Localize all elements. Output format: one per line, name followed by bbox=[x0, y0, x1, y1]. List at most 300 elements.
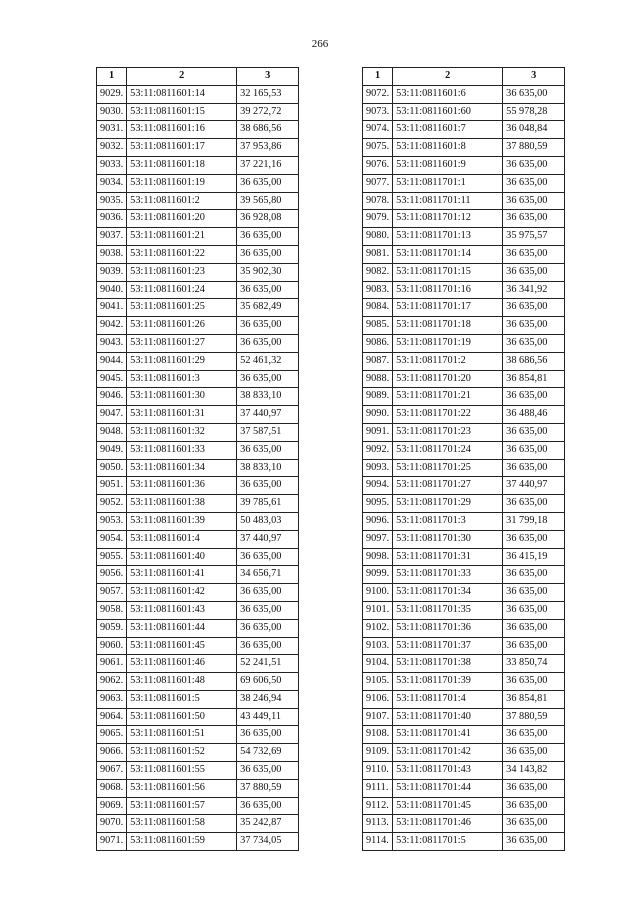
value-cell: 37 440,97 bbox=[237, 406, 299, 424]
cadastral-number-cell: 53:11:0811701:15 bbox=[393, 263, 503, 281]
value-cell: 33 850,74 bbox=[503, 655, 565, 673]
cadastral-number-cell: 53:11:0811701:46 bbox=[393, 815, 503, 833]
row-number-cell: 9087. bbox=[363, 352, 393, 370]
row-number-cell: 9059. bbox=[97, 619, 127, 637]
table-row bbox=[363, 281, 565, 299]
value-cell: 36 635,00 bbox=[503, 815, 565, 833]
value-cell: 36 635,00 bbox=[237, 334, 299, 352]
row-number-cell: 9065. bbox=[97, 726, 127, 744]
cadastral-number-cell: 53:11:0811701:31 bbox=[393, 548, 503, 566]
row-number-cell: 9095. bbox=[363, 495, 393, 513]
cadastral-number-cell: 53:11:0811701:20 bbox=[393, 370, 503, 388]
value-cell: 36 635,00 bbox=[503, 192, 565, 210]
row-number-cell: 9036. bbox=[97, 210, 127, 228]
value-cell: 36 635,00 bbox=[503, 673, 565, 691]
value-cell: 36 635,00 bbox=[237, 477, 299, 495]
cadastral-number-cell: 53:11:0811601:36 bbox=[127, 477, 237, 495]
row-number-cell: 9064. bbox=[97, 708, 127, 726]
row-number-cell: 9035. bbox=[97, 192, 127, 210]
table-row bbox=[363, 139, 565, 157]
table-row bbox=[97, 601, 299, 619]
table-row bbox=[97, 174, 299, 192]
value-cell: 39 272,72 bbox=[237, 103, 299, 121]
value-cell: 38 833,10 bbox=[237, 388, 299, 406]
cadastral-number-cell: 53:11:0811601:32 bbox=[127, 423, 237, 441]
value-cell: 31 799,18 bbox=[503, 512, 565, 530]
row-number-cell: 9063. bbox=[97, 690, 127, 708]
value-cell: 36 635,00 bbox=[503, 388, 565, 406]
cadastral-number-cell: 53:11:0811601:33 bbox=[127, 441, 237, 459]
cadastral-number-cell: 53:11:0811701:33 bbox=[393, 566, 503, 584]
cadastral-number-cell: 53:11:0811601:7 bbox=[393, 121, 503, 139]
row-number-cell: 9052. bbox=[97, 495, 127, 513]
cadastral-number-cell: 53:11:0811701:14 bbox=[393, 245, 503, 263]
value-cell: 36 635,00 bbox=[237, 637, 299, 655]
row-number-cell: 9081. bbox=[363, 245, 393, 263]
table-row bbox=[363, 388, 565, 406]
row-number-cell: 9069. bbox=[97, 797, 127, 815]
table-row bbox=[97, 281, 299, 299]
table-row bbox=[97, 779, 299, 797]
cadastral-number-cell: 53:11:0811601:18 bbox=[127, 156, 237, 174]
column-header-2: 2 bbox=[127, 68, 237, 86]
table-row bbox=[363, 192, 565, 210]
table-row bbox=[97, 833, 299, 851]
row-number-cell: 9050. bbox=[97, 459, 127, 477]
cadastral-number-cell: 53:11:0811601:41 bbox=[127, 566, 237, 584]
value-cell: 38 833,10 bbox=[237, 459, 299, 477]
value-cell: 36 635,00 bbox=[503, 584, 565, 602]
table-header-row bbox=[363, 68, 565, 86]
row-number-cell: 9092. bbox=[363, 441, 393, 459]
value-cell: 37 953,86 bbox=[237, 139, 299, 157]
table-row bbox=[97, 370, 299, 388]
row-number-cell: 9079. bbox=[363, 210, 393, 228]
cadastral-number-cell: 53:11:0811601:38 bbox=[127, 495, 237, 513]
row-number-cell: 9101. bbox=[363, 601, 393, 619]
table-row bbox=[97, 317, 299, 335]
table-row bbox=[363, 548, 565, 566]
row-number-cell: 9055. bbox=[97, 548, 127, 566]
cadastral-number-cell: 53:11:0811701:45 bbox=[393, 797, 503, 815]
table-row bbox=[97, 121, 299, 139]
row-number-cell: 9029. bbox=[97, 85, 127, 103]
cadastral-number-cell: 53:11:0811601:5 bbox=[127, 690, 237, 708]
row-number-cell: 9100. bbox=[363, 584, 393, 602]
row-number-cell: 9043. bbox=[97, 334, 127, 352]
cadastral-number-cell: 53:11:0811601:16 bbox=[127, 121, 237, 139]
cadastral-number-cell: 53:11:0811601:26 bbox=[127, 317, 237, 335]
row-number-cell: 9060. bbox=[97, 637, 127, 655]
table-row bbox=[97, 406, 299, 424]
cadastral-number-cell: 53:11:0811601:43 bbox=[127, 601, 237, 619]
row-number-cell: 9037. bbox=[97, 228, 127, 246]
row-number-cell: 9086. bbox=[363, 334, 393, 352]
row-number-cell: 9083. bbox=[363, 281, 393, 299]
value-cell: 32 165,53 bbox=[237, 85, 299, 103]
cadastral-number-cell: 53:11:0811601:8 bbox=[393, 139, 503, 157]
cadastral-number-cell: 53:11:0811601:30 bbox=[127, 388, 237, 406]
cadastral-number-cell: 53:11:0811601:2 bbox=[127, 192, 237, 210]
table-row bbox=[363, 690, 565, 708]
value-cell: 36 635,00 bbox=[237, 370, 299, 388]
cadastral-number-cell: 53:11:0811701:41 bbox=[393, 726, 503, 744]
table-row bbox=[97, 441, 299, 459]
row-number-cell: 9085. bbox=[363, 317, 393, 335]
cadastral-number-cell: 53:11:0811601:3 bbox=[127, 370, 237, 388]
value-cell: 36 635,00 bbox=[503, 174, 565, 192]
cadastral-number-cell: 53:11:0811701:19 bbox=[393, 334, 503, 352]
cadastral-number-cell: 53:11:0811701:3 bbox=[393, 512, 503, 530]
table-row bbox=[363, 103, 565, 121]
cadastral-number-cell: 53:11:0811601:50 bbox=[127, 708, 237, 726]
table-row bbox=[363, 477, 565, 495]
row-number-cell: 9041. bbox=[97, 299, 127, 317]
value-cell: 39 785,61 bbox=[237, 495, 299, 513]
value-cell: 36 635,00 bbox=[503, 441, 565, 459]
table-row bbox=[363, 708, 565, 726]
table-row bbox=[97, 156, 299, 174]
table-row bbox=[97, 459, 299, 477]
table-row bbox=[363, 334, 565, 352]
row-number-cell: 9098. bbox=[363, 548, 393, 566]
row-number-cell: 9078. bbox=[363, 192, 393, 210]
table-row bbox=[97, 139, 299, 157]
cadastral-number-cell: 53:11:0811701:40 bbox=[393, 708, 503, 726]
cadastral-number-cell: 53:11:0811701:42 bbox=[393, 744, 503, 762]
cadastral-number-cell: 53:11:0811701:34 bbox=[393, 584, 503, 602]
table-row bbox=[97, 334, 299, 352]
table-row bbox=[363, 210, 565, 228]
value-cell: 37 880,59 bbox=[503, 139, 565, 157]
row-number-cell: 9097. bbox=[363, 530, 393, 548]
table-row bbox=[363, 762, 565, 780]
row-number-cell: 9073. bbox=[363, 103, 393, 121]
row-number-cell: 9046. bbox=[97, 388, 127, 406]
value-cell: 36 635,00 bbox=[503, 423, 565, 441]
row-number-cell: 9066. bbox=[97, 744, 127, 762]
row-number-cell: 9108. bbox=[363, 726, 393, 744]
cadastral-number-cell: 53:11:0811701:38 bbox=[393, 655, 503, 673]
row-number-cell: 9053. bbox=[97, 512, 127, 530]
cadastral-number-cell: 53:11:0811601:17 bbox=[127, 139, 237, 157]
value-cell: 38 686,56 bbox=[503, 352, 565, 370]
value-cell: 37 440,97 bbox=[503, 477, 565, 495]
row-number-cell: 9042. bbox=[97, 317, 127, 335]
value-cell: 36 635,00 bbox=[237, 174, 299, 192]
table-row bbox=[97, 495, 299, 513]
row-number-cell: 9045. bbox=[97, 370, 127, 388]
row-number-cell: 9031. bbox=[97, 121, 127, 139]
table-row bbox=[363, 423, 565, 441]
table-row bbox=[363, 726, 565, 744]
table-header-row bbox=[97, 68, 299, 86]
row-number-cell: 9074. bbox=[363, 121, 393, 139]
cadastral-number-cell: 53:11:0811601:57 bbox=[127, 797, 237, 815]
table-row bbox=[363, 797, 565, 815]
table-row bbox=[97, 797, 299, 815]
table-row bbox=[363, 779, 565, 797]
cadastral-number-cell: 53:11:0811701:25 bbox=[393, 459, 503, 477]
value-cell: 36 635,00 bbox=[237, 726, 299, 744]
value-cell: 36 635,00 bbox=[503, 833, 565, 851]
table-row bbox=[97, 690, 299, 708]
value-cell: 37 221,16 bbox=[237, 156, 299, 174]
cadastral-number-cell: 53:11:0811701:29 bbox=[393, 495, 503, 513]
cadastral-number-cell: 53:11:0811601:34 bbox=[127, 459, 237, 477]
table-row bbox=[97, 245, 299, 263]
value-cell: 52 461,32 bbox=[237, 352, 299, 370]
table-row bbox=[97, 726, 299, 744]
row-number-cell: 9084. bbox=[363, 299, 393, 317]
cadastral-number-cell: 53:11:0811701:30 bbox=[393, 530, 503, 548]
value-cell: 36 048,84 bbox=[503, 121, 565, 139]
row-number-cell: 9058. bbox=[97, 601, 127, 619]
value-cell: 36 635,00 bbox=[503, 619, 565, 637]
cadastral-number-cell: 53:11:0811701:37 bbox=[393, 637, 503, 655]
table-row bbox=[363, 833, 565, 851]
value-cell: 35 975,57 bbox=[503, 228, 565, 246]
value-cell: 37 587,51 bbox=[237, 423, 299, 441]
value-cell: 36 635,00 bbox=[503, 495, 565, 513]
cadastral-number-cell: 53:11:0811701:16 bbox=[393, 281, 503, 299]
value-cell: 36 635,00 bbox=[503, 601, 565, 619]
value-cell: 36 635,00 bbox=[237, 601, 299, 619]
data-table-right bbox=[362, 67, 565, 851]
row-number-cell: 9039. bbox=[97, 263, 127, 281]
column-header-1: 1 bbox=[363, 68, 393, 86]
row-number-cell: 9113. bbox=[363, 815, 393, 833]
value-cell: 36 635,00 bbox=[237, 228, 299, 246]
value-cell: 36 635,00 bbox=[503, 317, 565, 335]
cadastral-number-cell: 53:11:0811701:13 bbox=[393, 228, 503, 246]
row-number-cell: 9112. bbox=[363, 797, 393, 815]
value-cell: 36 635,00 bbox=[237, 762, 299, 780]
cadastral-number-cell: 53:11:0811701:5 bbox=[393, 833, 503, 851]
table-row bbox=[363, 406, 565, 424]
table-row bbox=[363, 352, 565, 370]
row-number-cell: 9088. bbox=[363, 370, 393, 388]
table-row bbox=[97, 352, 299, 370]
value-cell: 36 635,00 bbox=[503, 566, 565, 584]
cadastral-number-cell: 53:11:0811701:17 bbox=[393, 299, 503, 317]
table-row bbox=[97, 762, 299, 780]
value-cell: 36 635,00 bbox=[503, 210, 565, 228]
cadastral-number-cell: 53:11:0811601:39 bbox=[127, 512, 237, 530]
value-cell: 50 483,03 bbox=[237, 512, 299, 530]
table-row bbox=[97, 655, 299, 673]
value-cell: 52 241,51 bbox=[237, 655, 299, 673]
cadastral-number-cell: 53:11:0811701:11 bbox=[393, 192, 503, 210]
cadastral-number-cell: 53:11:0811701:27 bbox=[393, 477, 503, 495]
row-number-cell: 9054. bbox=[97, 530, 127, 548]
cadastral-number-cell: 53:11:0811601:27 bbox=[127, 334, 237, 352]
table-row bbox=[363, 815, 565, 833]
cadastral-number-cell: 53:11:0811601:48 bbox=[127, 673, 237, 691]
table-row bbox=[97, 566, 299, 584]
column-header-1: 1 bbox=[97, 68, 127, 86]
table-row bbox=[363, 156, 565, 174]
cadastral-number-cell: 53:11:0811601:6 bbox=[393, 85, 503, 103]
cadastral-number-cell: 53:11:0811701:4 bbox=[393, 690, 503, 708]
value-cell: 36 635,00 bbox=[503, 744, 565, 762]
cadastral-number-cell: 53:11:0811601:51 bbox=[127, 726, 237, 744]
table-row bbox=[97, 423, 299, 441]
cadastral-number-cell: 53:11:0811701:35 bbox=[393, 601, 503, 619]
cadastral-number-cell: 53:11:0811701:44 bbox=[393, 779, 503, 797]
table-row bbox=[97, 210, 299, 228]
cadastral-number-cell: 53:11:0811701:24 bbox=[393, 441, 503, 459]
table-row bbox=[97, 637, 299, 655]
table-row bbox=[97, 103, 299, 121]
value-cell: 54 732,69 bbox=[237, 744, 299, 762]
row-number-cell: 9048. bbox=[97, 423, 127, 441]
table-row bbox=[363, 459, 565, 477]
cadastral-number-cell: 53:11:0811601:14 bbox=[127, 85, 237, 103]
value-cell: 36 928,08 bbox=[237, 210, 299, 228]
row-number-cell: 9091. bbox=[363, 423, 393, 441]
value-cell: 36 635,00 bbox=[503, 459, 565, 477]
row-number-cell: 9056. bbox=[97, 566, 127, 584]
table-row bbox=[363, 512, 565, 530]
value-cell: 36 415,19 bbox=[503, 548, 565, 566]
table-row bbox=[363, 228, 565, 246]
value-cell: 36 635,00 bbox=[503, 779, 565, 797]
value-cell: 37 880,59 bbox=[237, 779, 299, 797]
table-row bbox=[363, 673, 565, 691]
table-row bbox=[363, 85, 565, 103]
cadastral-number-cell: 53:11:0811601:15 bbox=[127, 103, 237, 121]
value-cell: 35 682,49 bbox=[237, 299, 299, 317]
table-row bbox=[363, 495, 565, 513]
table-row bbox=[97, 192, 299, 210]
cadastral-number-cell: 53:11:0811601:59 bbox=[127, 833, 237, 851]
value-cell: 36 635,00 bbox=[237, 619, 299, 637]
value-cell: 36 635,00 bbox=[503, 530, 565, 548]
column-header-3: 3 bbox=[237, 68, 299, 86]
row-number-cell: 9057. bbox=[97, 584, 127, 602]
table-row bbox=[363, 601, 565, 619]
table-row bbox=[363, 655, 565, 673]
table-row bbox=[363, 637, 565, 655]
table-row bbox=[363, 245, 565, 263]
column-header-2: 2 bbox=[393, 68, 503, 86]
table-row bbox=[97, 477, 299, 495]
cadastral-number-cell: 53:11:0811601:23 bbox=[127, 263, 237, 281]
value-cell: 36 341,92 bbox=[503, 281, 565, 299]
value-cell: 35 902,30 bbox=[237, 263, 299, 281]
value-cell: 36 635,00 bbox=[503, 263, 565, 281]
value-cell: 36 635,00 bbox=[237, 797, 299, 815]
value-cell: 43 449,11 bbox=[237, 708, 299, 726]
row-number-cell: 9068. bbox=[97, 779, 127, 797]
value-cell: 36 854,81 bbox=[503, 370, 565, 388]
row-number-cell: 9071. bbox=[97, 833, 127, 851]
table-row bbox=[97, 299, 299, 317]
cadastral-number-cell: 53:11:0811601:29 bbox=[127, 352, 237, 370]
table-row bbox=[363, 619, 565, 637]
cadastral-number-cell: 53:11:0811701:39 bbox=[393, 673, 503, 691]
table-row bbox=[97, 584, 299, 602]
table-row bbox=[363, 317, 565, 335]
value-cell: 36 635,00 bbox=[237, 548, 299, 566]
cadastral-number-cell: 53:11:0811701:23 bbox=[393, 423, 503, 441]
value-cell: 37 440,97 bbox=[237, 530, 299, 548]
row-number-cell: 9070. bbox=[97, 815, 127, 833]
row-number-cell: 9099. bbox=[363, 566, 393, 584]
table-row bbox=[97, 708, 299, 726]
row-number-cell: 9032. bbox=[97, 139, 127, 157]
table-row bbox=[97, 263, 299, 281]
table-row bbox=[363, 299, 565, 317]
table-row bbox=[97, 548, 299, 566]
row-number-cell: 9114. bbox=[363, 833, 393, 851]
cadastral-number-cell: 53:11:0811701:21 bbox=[393, 388, 503, 406]
value-cell: 36 635,00 bbox=[237, 245, 299, 263]
cadastral-number-cell: 53:11:0811601:46 bbox=[127, 655, 237, 673]
value-cell: 38 686,56 bbox=[237, 121, 299, 139]
row-number-cell: 9072. bbox=[363, 85, 393, 103]
table-row bbox=[363, 174, 565, 192]
value-cell: 34 143,82 bbox=[503, 762, 565, 780]
cadastral-number-cell: 53:11:0811601:42 bbox=[127, 584, 237, 602]
row-number-cell: 9096. bbox=[363, 512, 393, 530]
row-number-cell: 9106. bbox=[363, 690, 393, 708]
value-cell: 55 978,28 bbox=[503, 103, 565, 121]
table-row bbox=[97, 815, 299, 833]
value-cell: 36 488,46 bbox=[503, 406, 565, 424]
table-row bbox=[363, 441, 565, 459]
value-cell: 37 734,05 bbox=[237, 833, 299, 851]
row-number-cell: 9044. bbox=[97, 352, 127, 370]
row-number-cell: 9076. bbox=[363, 156, 393, 174]
cadastral-number-cell: 53:11:0811601:4 bbox=[127, 530, 237, 548]
cadastral-number-cell: 53:11:0811701:1 bbox=[393, 174, 503, 192]
cadastral-number-cell: 53:11:0811601:22 bbox=[127, 245, 237, 263]
page-number: 266 bbox=[311, 38, 329, 50]
row-number-cell: 9030. bbox=[97, 103, 127, 121]
cadastral-number-cell: 53:11:0811701:18 bbox=[393, 317, 503, 335]
cadastral-number-cell: 53:11:0811701:2 bbox=[393, 352, 503, 370]
table-row bbox=[363, 744, 565, 762]
row-number-cell: 9077. bbox=[363, 174, 393, 192]
row-number-cell: 9040. bbox=[97, 281, 127, 299]
cadastral-number-cell: 53:11:0811601:31 bbox=[127, 406, 237, 424]
cadastral-number-cell: 53:11:0811601:19 bbox=[127, 174, 237, 192]
value-cell: 36 854,81 bbox=[503, 690, 565, 708]
cadastral-number-cell: 53:11:0811601:9 bbox=[393, 156, 503, 174]
value-cell: 34 656,71 bbox=[237, 566, 299, 584]
table-row bbox=[97, 228, 299, 246]
value-cell: 36 635,00 bbox=[237, 584, 299, 602]
row-number-cell: 9049. bbox=[97, 441, 127, 459]
value-cell: 36 635,00 bbox=[503, 85, 565, 103]
value-cell: 36 635,00 bbox=[503, 726, 565, 744]
row-number-cell: 9080. bbox=[363, 228, 393, 246]
table-row bbox=[97, 744, 299, 762]
cadastral-number-cell: 53:11:0811601:40 bbox=[127, 548, 237, 566]
cadastral-number-cell: 53:11:0811601:58 bbox=[127, 815, 237, 833]
value-cell: 36 635,00 bbox=[503, 299, 565, 317]
cadastral-number-cell: 53:11:0811601:44 bbox=[127, 619, 237, 637]
cadastral-number-cell: 53:11:0811601:25 bbox=[127, 299, 237, 317]
cadastral-number-cell: 53:11:0811601:55 bbox=[127, 762, 237, 780]
table-row bbox=[97, 388, 299, 406]
row-number-cell: 9089. bbox=[363, 388, 393, 406]
table-row bbox=[97, 85, 299, 103]
row-number-cell: 9102. bbox=[363, 619, 393, 637]
row-number-cell: 9061. bbox=[97, 655, 127, 673]
